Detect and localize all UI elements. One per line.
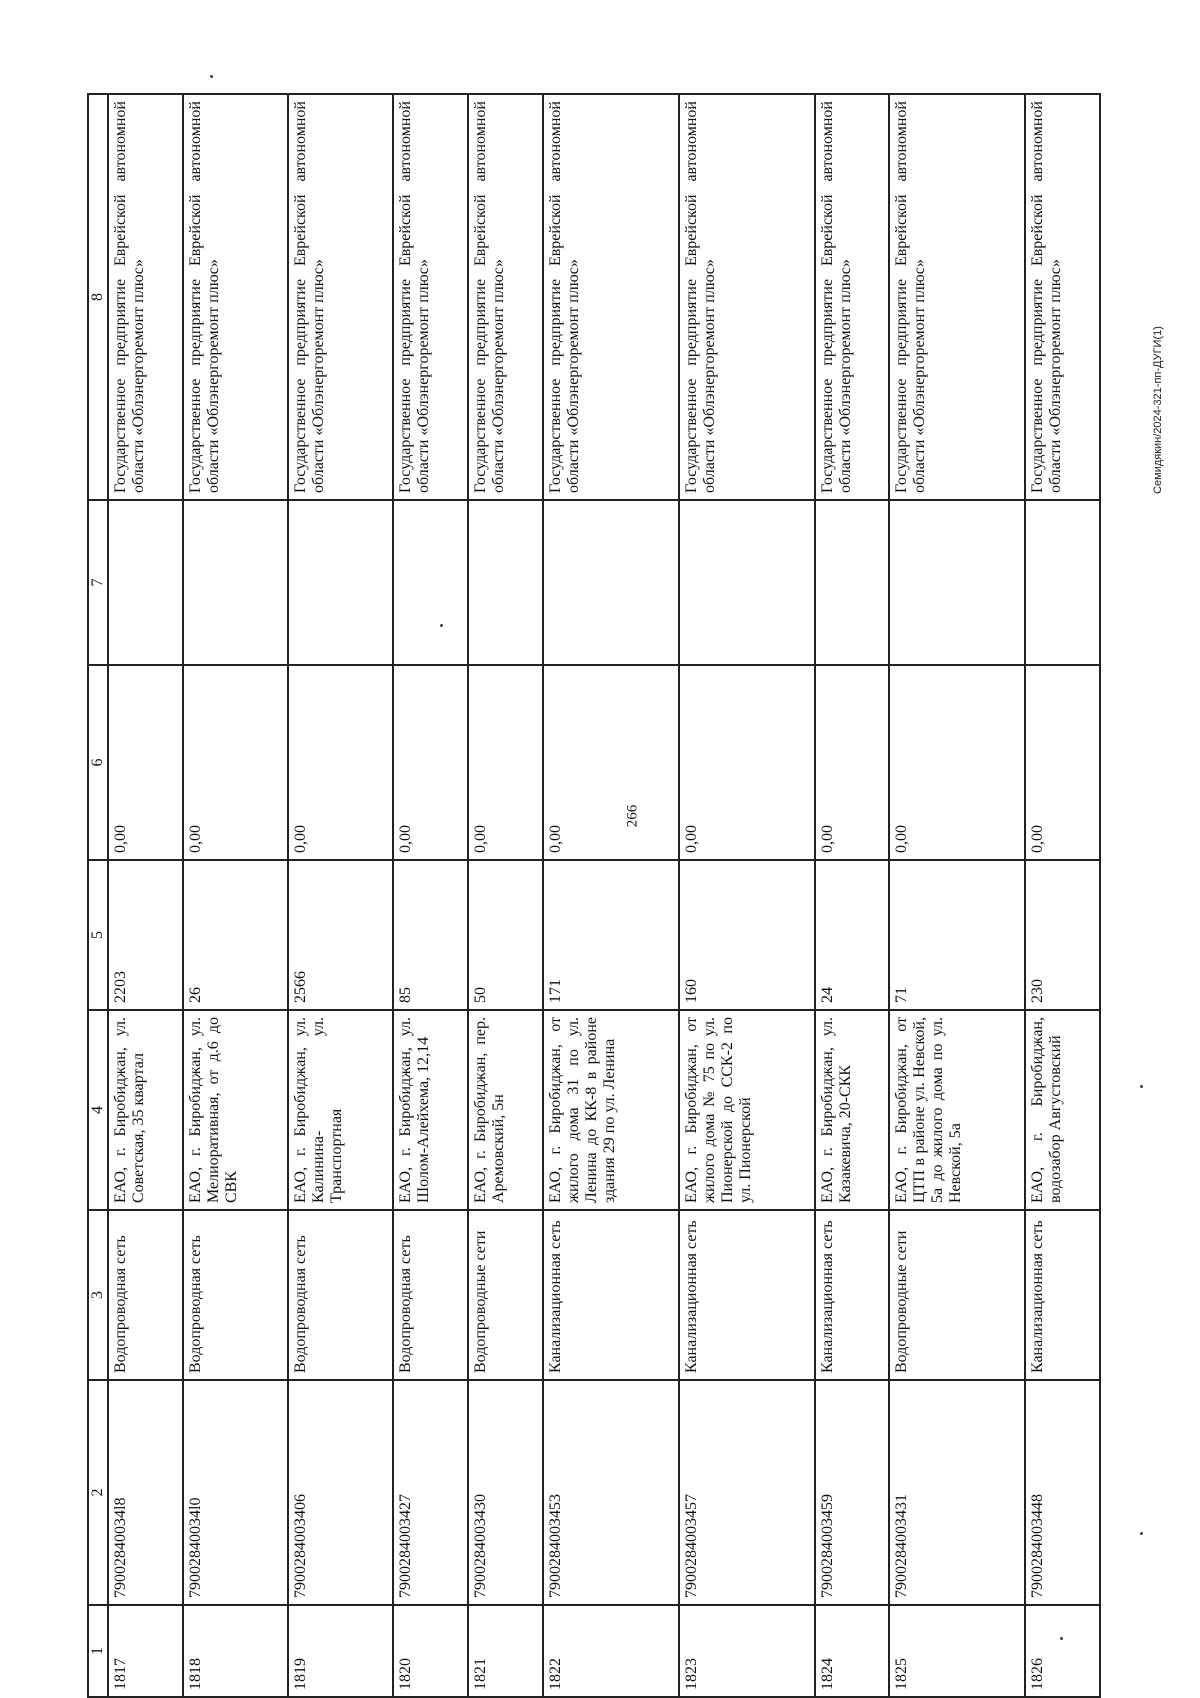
object-address: ЕАО, г. Биробиджан, ул. Калинина- ул. Транспортная bbox=[288, 1010, 393, 1210]
cadastral-number: 79002840034l8 bbox=[108, 1380, 183, 1605]
scan-speck bbox=[1060, 1637, 1063, 1640]
object-note bbox=[108, 500, 183, 665]
cadastral-number: 7900284003457 bbox=[679, 1380, 815, 1605]
object-value: 0,00 bbox=[815, 665, 890, 860]
row-number: 1825 bbox=[889, 1605, 1025, 1697]
col-header: 2 bbox=[88, 1380, 108, 1605]
object-note bbox=[543, 500, 679, 665]
owner-name: Государственное предприятие Еврейской автономной области «Облэнергоремонт плюс» bbox=[679, 94, 815, 500]
col-header: 8 bbox=[88, 94, 108, 500]
table-row bbox=[679, 94, 815, 1697]
owner-name: Государственное предприятие Еврейской автономной области «Облэнергоремонт плюс» bbox=[183, 94, 288, 500]
object-length: 24 bbox=[815, 860, 890, 1010]
object-value: 0,00 bbox=[288, 665, 393, 860]
owner-name: Государственное предприятие Еврейской автономной области «Облэнергоремонт плюс» bbox=[543, 94, 679, 500]
object-length: 71 bbox=[889, 860, 1025, 1010]
object-length: 85 bbox=[393, 860, 468, 1010]
object-address: ЕАО, г. Биробиджан, ул. Мелиоративная, от д.6 до СВК bbox=[183, 1010, 288, 1210]
object-address: ЕАО, г. Биробиджан, пер. Аремовский, 5н bbox=[468, 1010, 543, 1210]
row-number: 1822 bbox=[543, 1605, 679, 1697]
object-address: ЕАО, г. Биробиджан, ул. Шолом-Алейхема, 12,14 bbox=[393, 1010, 468, 1210]
col-header: 7 bbox=[88, 500, 108, 665]
object-type: Водопроводная сеть bbox=[393, 1210, 468, 1380]
owner-name: Государственное предприятие Еврейской автономной области «Облэнергоремонт плюс» bbox=[393, 94, 468, 500]
object-note bbox=[889, 500, 1025, 665]
object-note bbox=[183, 500, 288, 665]
object-value: 0,00 bbox=[679, 665, 815, 860]
table-row bbox=[543, 94, 679, 1697]
page-number: 266 bbox=[624, 804, 641, 828]
object-type: Канализационная сеть bbox=[815, 1210, 890, 1380]
object-address: ЕАО, г. Биробиджан, от жилого дома 31 по ул. Ленина до КК-8 в районе здания 29 по ул. Ленина bbox=[543, 1010, 679, 1210]
object-value: 0,00 bbox=[468, 665, 543, 860]
owner-name: Государственное предприятие Еврейской автономной области «Облэнергоремонт плюс» bbox=[1025, 94, 1100, 500]
object-length: 26 bbox=[183, 860, 288, 1010]
header-row bbox=[88, 94, 108, 1697]
cadastral-number: 790028400З406 bbox=[288, 1380, 393, 1605]
object-type: Водопроводная сеть bbox=[288, 1210, 393, 1380]
table-row bbox=[288, 94, 393, 1697]
col-header: 5 bbox=[88, 860, 108, 1010]
object-address: ЕАО, г. Биробиджан, ул. Советская, 35 квартал bbox=[108, 1010, 183, 1210]
cadastral-number: 790028400З453 bbox=[543, 1380, 679, 1605]
registry-table bbox=[87, 93, 1101, 1698]
table-row bbox=[815, 94, 890, 1697]
object-address: ЕАО, г. Биробиджан, ул. Казакевича, 20-СКК bbox=[815, 1010, 890, 1210]
row-number: 1818 bbox=[183, 1605, 288, 1697]
row-number: 1826 bbox=[1025, 1605, 1100, 1697]
object-value: 0,00 bbox=[183, 665, 288, 860]
table-row bbox=[1025, 94, 1100, 1697]
cadastral-number: 7900284003459 bbox=[815, 1380, 890, 1605]
object-address: ЕАО, г. Биробиджан, водозабор Августовский bbox=[1025, 1010, 1100, 1210]
owner-name: Государственное предприятие Еврейской автономной области «Облэнергоремонт плюс» bbox=[889, 94, 1025, 500]
cadastral-number: 7900284003430 bbox=[468, 1380, 543, 1605]
cadastral-number: 7900284003448 bbox=[1025, 1380, 1100, 1605]
col-header: 1 bbox=[88, 1605, 108, 1697]
object-type: Водопроводная сеть bbox=[108, 1210, 183, 1380]
owner-name: Государственное предприятие Еврейской автономной области «Облэнергоремонт плюс» bbox=[815, 94, 890, 500]
object-note bbox=[679, 500, 815, 665]
object-address: ЕАО, г. Биробиджан, от жилого дома № 75 по ул. Пионерской до ССК-2 по ул. Пионерской bbox=[679, 1010, 815, 1210]
cadastral-number: 7900284003427 bbox=[393, 1380, 468, 1605]
object-length: 171 bbox=[543, 860, 679, 1010]
object-value: 0,00 bbox=[393, 665, 468, 860]
object-value: 0,00 bbox=[1025, 665, 1100, 860]
object-address: ЕАО, г. Биробиджан, от ЦТП в районе ул. Невской, 5а до жилого дома по ул. Невской, 5а bbox=[889, 1010, 1025, 1210]
object-length: 230 bbox=[1025, 860, 1100, 1010]
scan-speck bbox=[1140, 1085, 1143, 1088]
col-header: 6 bbox=[88, 665, 108, 860]
object-note bbox=[815, 500, 890, 665]
owner-name: Государственное предприятие Еврейской автономной области «Облэнергоремонт плюс» bbox=[468, 94, 543, 500]
object-note bbox=[288, 500, 393, 665]
row-number: 1823 bbox=[679, 1605, 815, 1697]
cadastral-number: 790028400З431 bbox=[889, 1380, 1025, 1605]
object-note bbox=[468, 500, 543, 665]
object-note bbox=[393, 500, 468, 665]
object-length: 50 bbox=[468, 860, 543, 1010]
table-row bbox=[183, 94, 288, 1697]
object-length: 2203 bbox=[108, 860, 183, 1010]
object-length: 2566 bbox=[288, 860, 393, 1010]
owner-name: Государственное предприятие Еврейской автономной области «Облэнергоремонт плюс» bbox=[288, 94, 393, 500]
object-length: 160 bbox=[679, 860, 815, 1010]
document-footer: Семидякин/2024-321-пп-ДУГИ(1) bbox=[1152, 326, 1164, 494]
object-value: 0,00 bbox=[543, 665, 679, 860]
rotated-table-container bbox=[87, 95, 1101, 1698]
object-type: Канализационная сеть bbox=[1025, 1210, 1100, 1380]
scan-speck bbox=[1140, 1532, 1143, 1535]
object-type: Водопроводные сети bbox=[468, 1210, 543, 1380]
row-number: 1819 bbox=[288, 1605, 393, 1697]
scan-speck bbox=[210, 75, 213, 78]
col-header: 3 bbox=[88, 1210, 108, 1380]
row-number: 1820 bbox=[393, 1605, 468, 1697]
object-type: Водопроводные сети bbox=[889, 1210, 1025, 1380]
row-number: 1824 bbox=[815, 1605, 890, 1697]
col-header: 4 bbox=[88, 1010, 108, 1210]
object-note bbox=[1025, 500, 1100, 665]
table-row bbox=[468, 94, 543, 1697]
object-type: Канализационная сеть bbox=[543, 1210, 679, 1380]
cadastral-number: 79002840034l0 bbox=[183, 1380, 288, 1605]
table-row bbox=[393, 94, 468, 1697]
table-row bbox=[889, 94, 1025, 1697]
object-value: 0,00 bbox=[108, 665, 183, 860]
object-type: Канализационная сеть bbox=[679, 1210, 815, 1380]
row-number: 1821 bbox=[468, 1605, 543, 1697]
table-row bbox=[108, 94, 183, 1697]
object-type: Водопроводная сеть bbox=[183, 1210, 288, 1380]
row-number: 1817 bbox=[108, 1605, 183, 1697]
scan-speck bbox=[440, 624, 443, 627]
object-value: 0,00 bbox=[889, 665, 1025, 860]
owner-name: Государственное предприятие Еврейской автономной области «Облэнергоремонт плюс» bbox=[108, 94, 183, 500]
